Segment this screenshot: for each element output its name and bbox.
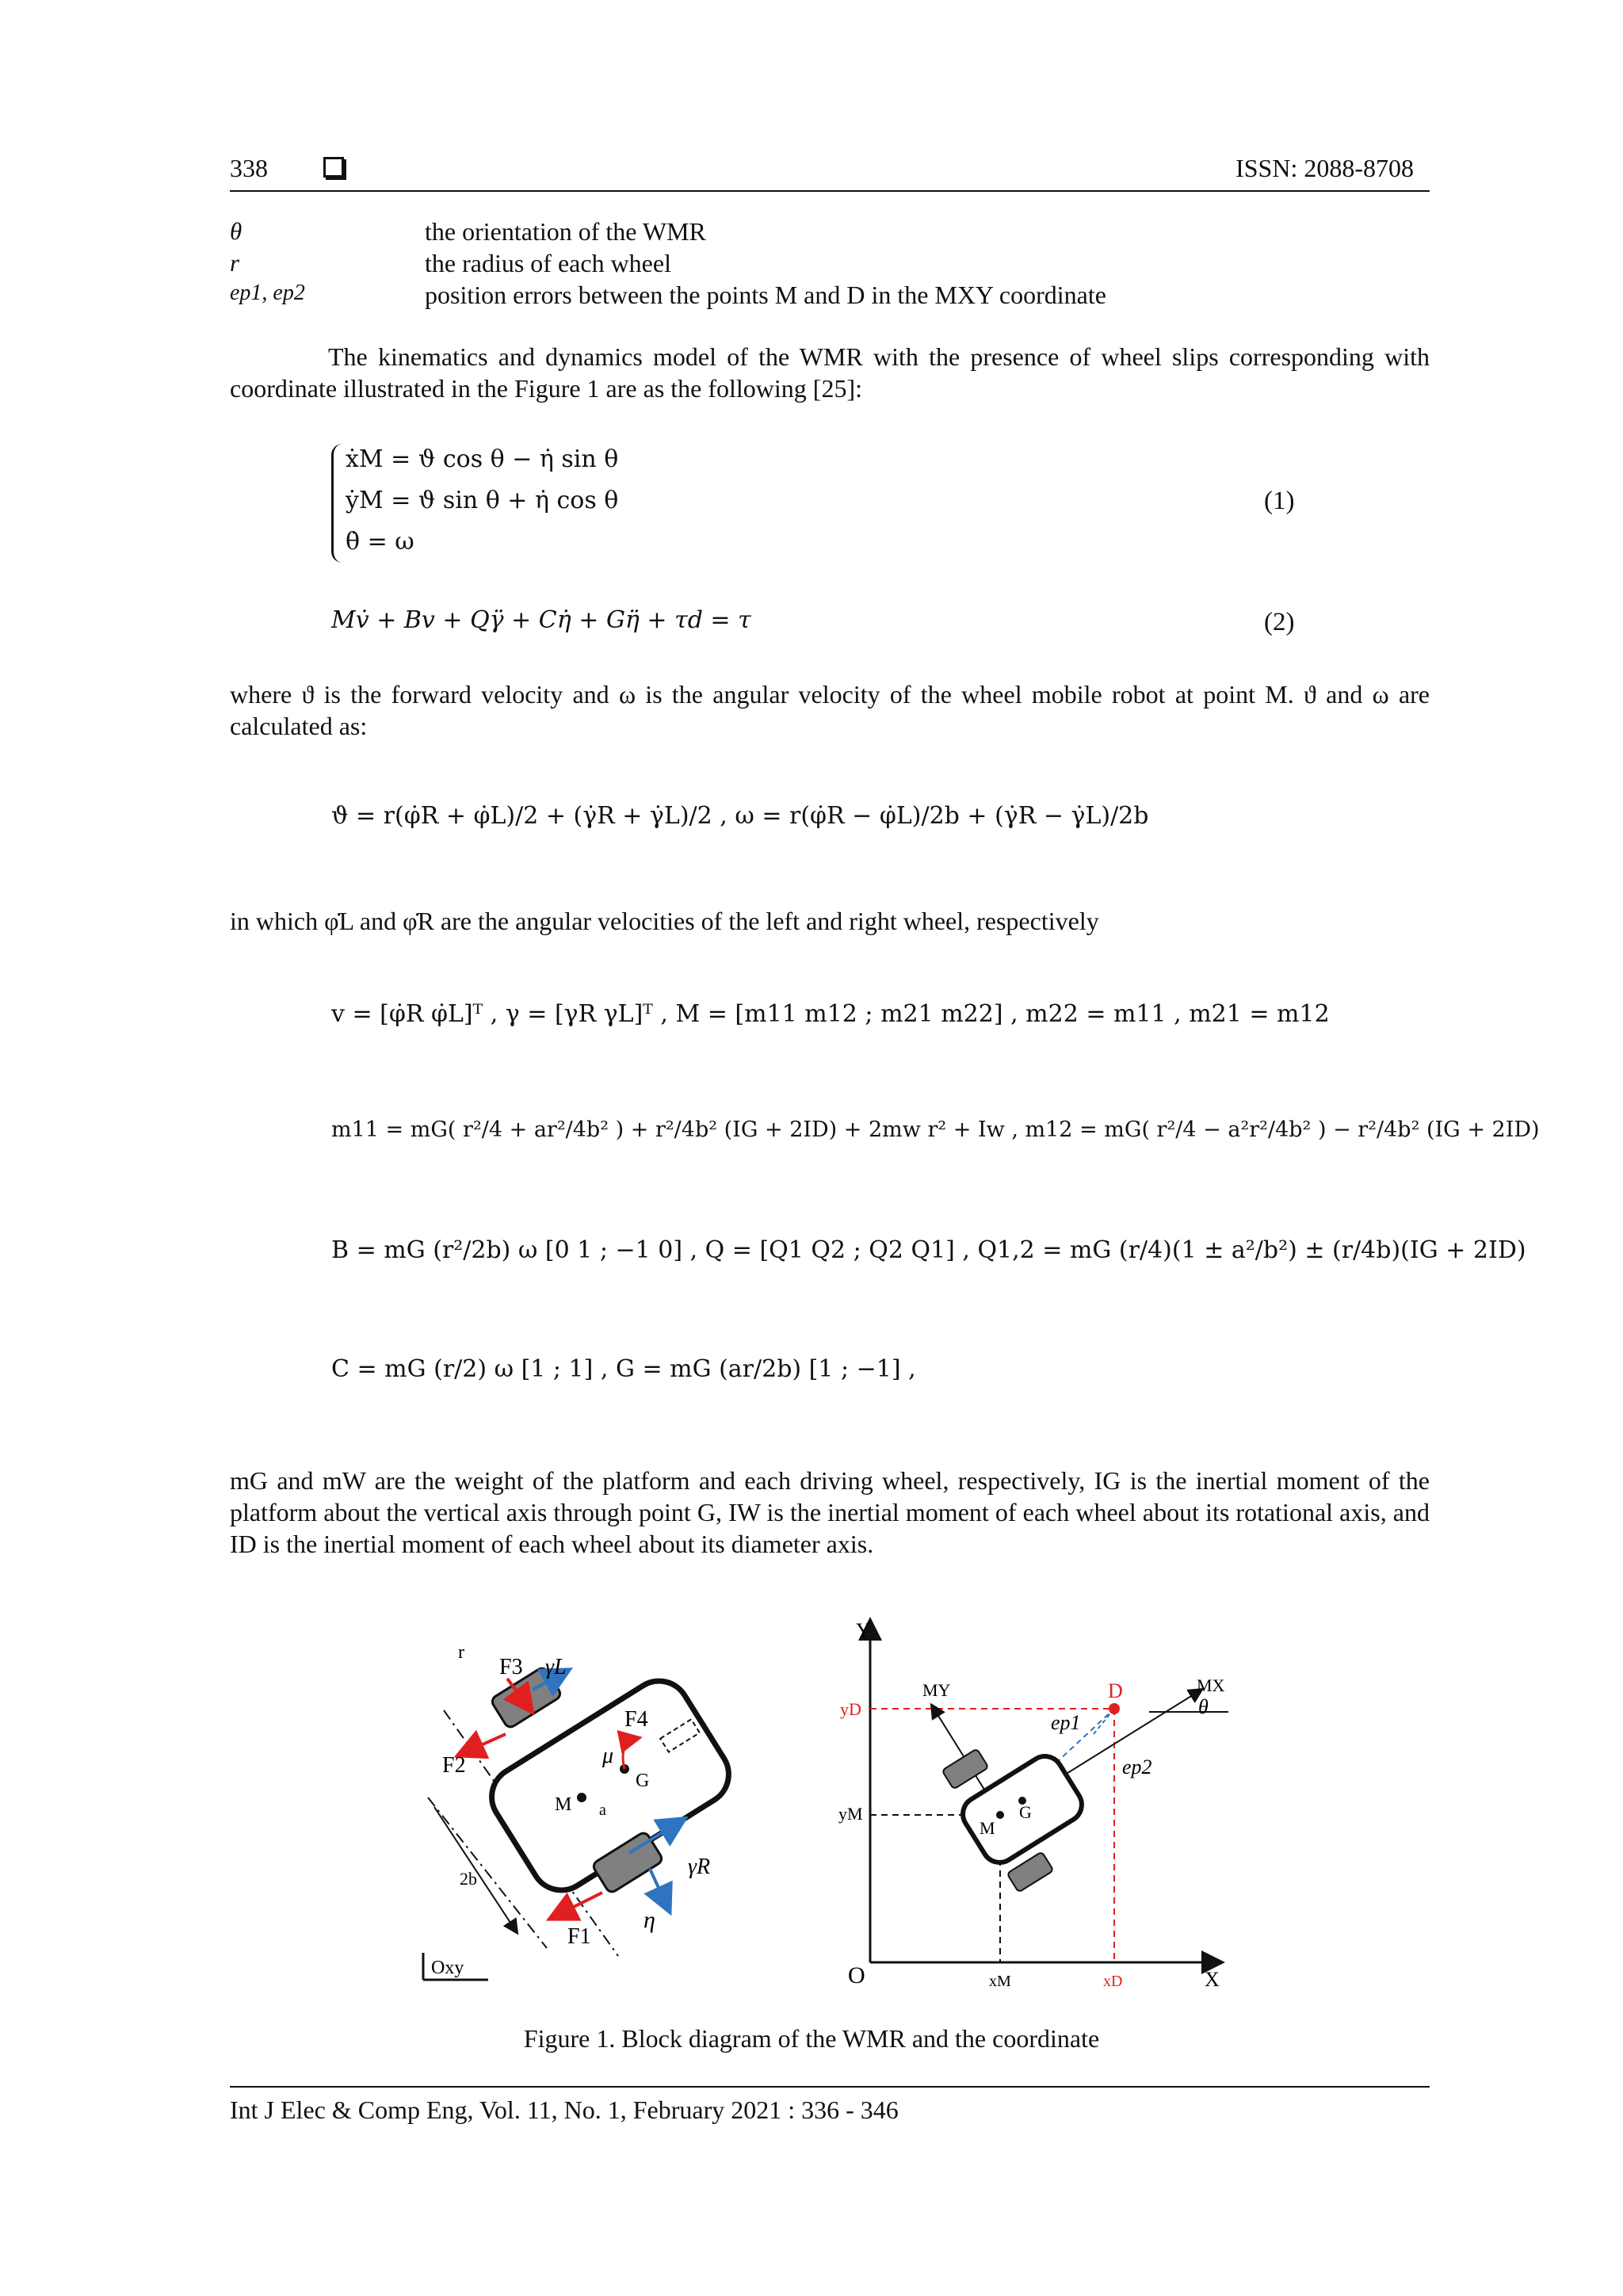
label-2b: 2b [460,1869,477,1889]
label-ym: yM [838,1804,863,1824]
point-d [1109,1703,1120,1714]
label-m: M [555,1794,572,1815]
equation-number: (2) [1264,608,1295,636]
label-ep2: ep2 [1122,1755,1152,1778]
header-rule [230,190,1430,192]
paragraph-body: ϑ is the forward velocity and ω is the angular velocity of the wheel mobile robot at point M. ϑ and ω are calculated as: [230,680,1430,740]
label-x-axis: X [1205,1968,1220,1988]
label-my: MY [922,1680,951,1700]
label-f2: F2 [442,1753,466,1778]
paragraph-parameters: mG and mW are the weight of the platform and each driving wheel, respectively, IG is the inertial moment of the platform about the vertical axis through point G, IW is the inertial moment of each wheel about its rotational axis, and ID is the inertial moment of each wheel about its diameter axis. [230,1466,1430,1558]
label-theta: θ [1198,1695,1209,1718]
point-m [577,1793,586,1802]
footer-rule [230,2086,1430,2088]
label-origin: O [848,1962,865,1988]
label-eta: η [643,1907,655,1933]
paragraph-prefix: where [230,680,292,709]
issn: ISSN: 2088-8708 [1235,154,1414,182]
paragraph-kinematics: The kinematics and dynamics model of the WMR with the presence of wheel slips corresponding with coordinate illustrated in the Figure 1 are as the following [25]: [230,342,1430,403]
nomenclature-symbol: θ [230,217,242,245]
velocity-equations: ϑ = r(φ̇R + φ̇L)/2 + (γ̇R + γ̇L)/2 , ω = r(φ̇R − φ̇L)/2b + (γ̇R − γ̇L)/2b [331,802,1149,830]
equation-1-line: ẏM = ϑ sin θ + η̇ cos θ [346,487,619,514]
label-f3: F3 [499,1655,523,1679]
label-g-small: G [1019,1802,1032,1822]
equation-1-line: ẋM = ϑ cos θ − η̇ sin θ [346,445,619,473]
nomenclature-symbol: r [230,249,240,277]
robot-top-view [423,1642,740,1980]
footer-citation: Int J Elec & Comp Eng, Vol. 11, No. 1, February 2021 : 336 - 346 [230,2095,899,2124]
label-oxy: Oxy [431,1958,464,1978]
label-d: D [1108,1679,1123,1702]
label-g: G [636,1771,650,1791]
label-f4: F4 [624,1707,648,1732]
nomenclature-description: the radius of each wheel [425,249,671,277]
left-wheel-small [942,1748,989,1789]
page-number: 338 [230,154,268,182]
label-yd: yD [840,1699,861,1719]
eta-arrow [650,1869,669,1910]
label-m-small: M [980,1818,995,1838]
label-f1: F1 [567,1924,591,1949]
c-g-terms: C = mG (r/2) ω [1 ; 1] , G = mG (ar/2b) [1 ; −1] , [331,1355,916,1383]
label-gamma-r: γR [688,1855,711,1879]
label-gamma-l: γL [545,1655,567,1679]
label-xd: xD [1103,1973,1123,1988]
force-f1-arrow [552,1893,602,1918]
nomenclature-description: position errors between the points M and D in the MXY coordinate [425,281,1106,309]
equation-1-line: θ̇ = ω [346,528,414,556]
paragraph-velocity-definition [230,678,1430,742]
coordinate-diagram [838,1619,1228,1988]
equation-number: (1) [1264,487,1295,515]
figure-1 [412,1607,1284,1988]
label-y-axis: Y [856,1619,871,1642]
point-m-small [996,1811,1004,1819]
mass-terms: m11 = mG( r²/4 + ar²/4b² ) + r²/4b² (IG + 2ID) + 2mw r² + Iw , m12 = mG( r²/4 − a²r²/4b² ) − r²/4b² (IG + 2ID) [331,1117,1540,1142]
header-square-icon [323,157,344,178]
nomenclature-symbol: ep1, ep2 [230,281,305,305]
nomenclature-description: the orientation of the WMR [425,217,706,246]
figure-caption: Figure 1. Block diagram of the WMR and the coordinate [523,2024,1100,2053]
label-xm: xM [989,1973,1011,1988]
b-q-terms: B = mG (r²/2b) ω [0 1 ; −1 0] , Q = [Q1 Q2 ; Q2 Q1] , Q1,2 = mG (r/4)(1 ± a²/b²) ± (r/4b)(IG + 2ID) [331,1236,1526,1264]
label-mu: μ [602,1744,614,1768]
equation-2: Mv̇ + Bv + Qγ̈ + Cη̇ + Gη̈ + τd = τ [331,606,751,634]
paragraph-angular-velocities: in which φ̇L and φ̇R are the angular velocities of the left and right wheel, respectively [230,907,1099,935]
label-r: r [458,1642,464,1663]
force-f2-arrow [460,1734,506,1755]
label-mx: MX [1197,1675,1225,1695]
label-ep1: ep1 [1051,1711,1081,1734]
label-a: a [599,1801,606,1819]
vector-definitions: v = [φ̇R φ̇L]ᵀ , γ = [γR γL]ᵀ , M = [m11 m12 ; m21 m22] , m22 = m11 , m21 = m12 [331,1000,1330,1028]
